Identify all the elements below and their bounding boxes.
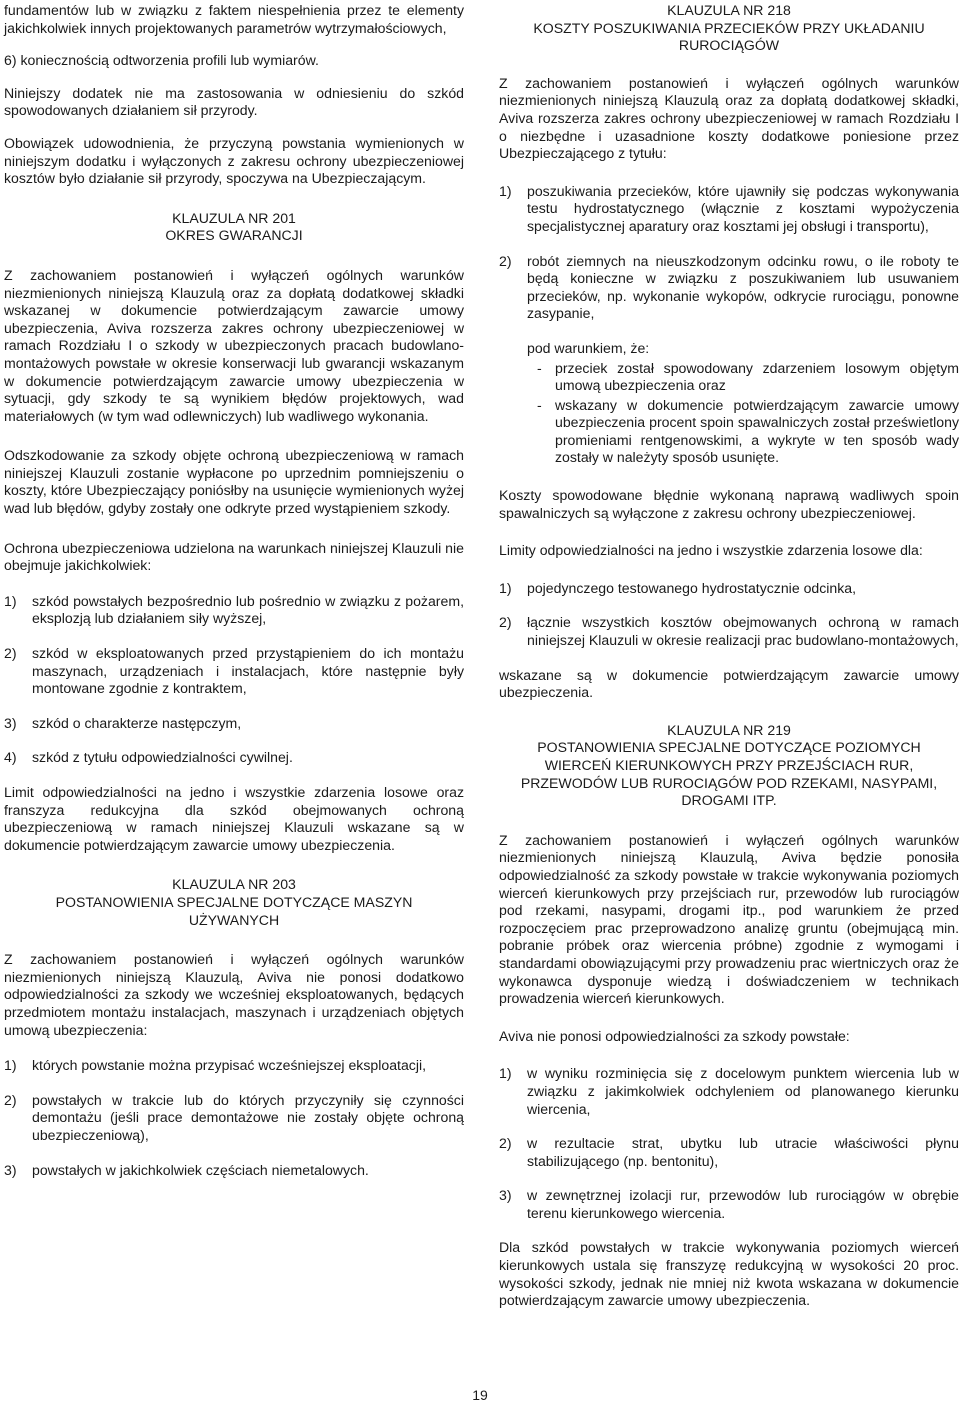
- clause-218-title-line-1: KOSZTY POSZUKIWANIA PRZECIEKÓW PRZY UKŁADANIU: [533, 19, 925, 36]
- list-item: 1) pojedynczego testowanego hydrostatycznie odcinka,: [499, 579, 857, 596]
- list-item: 1) których powstanie można przypisać wcześniejszej eksploatacji,: [4, 1057, 427, 1074]
- clause-218-paragraph-4: wskazane są w dokumencie potwierdzającym zawarcie umowy ubezpieczenia.: [499, 666, 959, 701]
- clause-219-list: [499, 1065, 959, 1222]
- clause-201-title: OKRES GWARANCJI: [165, 227, 303, 244]
- clause-203-number: KLAUZULA NR 203: [172, 876, 296, 893]
- clause-201-paragraph-2: Odszkodowanie za szkody objęte ochroną ubezpieczeniową w ramach niniejszej Klauzuli zostanie wypłacone po uprzednim pomniejszeniu o koszty, które Ubezpieczający poniósłby na usunięcie wymienionych wyżej wad lub błędów, gdyby zostały one odkryte przed wystąpieniem szkody.: [4, 447, 464, 517]
- list-item: 4) szkód z tytułu odpowiedzialności cywilnej.: [4, 749, 293, 766]
- condition-list: [527, 360, 959, 468]
- clause-201-number: KLAUZULA NR 201: [172, 209, 296, 226]
- clause-201-paragraph-1: Z zachowaniem postanowień i wyłączeń ogólnych warunków niezmienionych niniejszą Klauzulą oraz za dopłatą dodatkowej składki wskazanej w dokumencie potwierdzającym zawarcie umowy ubezpieczenia, Aviva rozszerza zakres ochrony ubezpieczeniowej w ramach Rozdziału I o szkody w ubezpieczonych pracach budowlano-montażowych powstałe w okresie konserwacji lub gwarancji wskazanym w dokumencie potwierdzającym zawarcie umowy ubezpieczenia w sytuacji, gdy szkody te są wynikiem błędów projektowych, wad materiałowych (w tym wad odlewniczych) lub wadliwego wykonania.: [4, 266, 464, 424]
- list-item: 2) szkód w eksploatowanych przed przystąpieniem do ich montażu maszynach, urządzeniach i instalacjach, które następnie były montowane zgodnie z kontraktem,: [4, 645, 464, 697]
- clause-218-title-line-2: RUROCIĄGÓW: [678, 37, 780, 54]
- condition-intro: pod warunkiem, że:: [527, 339, 650, 356]
- page-number: 19: [472, 1387, 488, 1403]
- clause-201-exclusions-list: [4, 593, 464, 767]
- clause-219-paragraph-3: Dla szkód powstałych w trakcie wykonywania poziomych wierceń kierunkowych ustala się franszyzę redukcyjną w wysokości 20 proc. wysokości szkody, jednak nie mniej niż kwota wskazana w dokumencie potwierdzającym zawarcie umowy ubezpieczenia.: [499, 1239, 959, 1309]
- clause-219-number: KLAUZULA NR 219: [667, 721, 791, 738]
- clause-201-paragraph-3: Ochrona ubezpieczeniowa udzielona na warunkach niniejszej Klauzuli nie obejmuje jakichkolwiek:: [4, 539, 464, 574]
- clause-201-heading: [4, 210, 464, 245]
- list-item: 1) szkód powstałych bezpośrednio lub pośrednio w związku z pożarem, eksplozją lub działaniem siły wyższej,: [4, 592, 464, 627]
- list-item: 1) poszukiwania przecieków, które ujawniły się podczas wykonywania testu hydrostatycznego (włącznie z kosztami wypożyczenia specjalistycznej aparatury oraz kosztami jej obsługi i transportu),: [499, 182, 959, 234]
- list-item: 3) powstałych w jakichkolwiek częściach niemetalowych.: [4, 1161, 369, 1178]
- clause-219-title-line-4: DROGAMI ITP.: [681, 792, 777, 809]
- clause-218-number: KLAUZULA NR 218: [667, 2, 791, 18]
- clause-201-paragraph-4: Limit odpowiedzialności na jedno i wszystkie zdarzenia losowe oraz franszyza redukcyjna dla szkód obejmowanych ochroną ubezpieczeniową w ramach niniejszej Klauzuli wskazane są w dokumencie potwierdzającym zawarcie umowy ubezpieczenia.: [4, 784, 464, 853]
- paragraph-burden-of-proof: Obowiązek udowodnienia, że przyczyną powstania wymienionych w niniejszym dodatku i wyłączonych z zakresu ochrony ubezpieczeniowej kosztów było działanie sił przyrody, spoczywa na Ubezpieczającym.: [4, 134, 464, 187]
- clause-203-heading: [4, 876, 464, 929]
- clause-203-list: [4, 1057, 464, 1179]
- list-item-6: 6) koniecznością odtworzenia profili lub wymiarów.: [4, 52, 319, 69]
- list-item: - przeciek został spowodowany zdarzeniem losowym objętym umową ubezpieczenia oraz: [537, 359, 959, 394]
- clause-219-title-line-2: WIERCEŃ KIERUNKOWYCH PRZY PRZEJŚCIACH RUR,: [544, 757, 914, 773]
- clause-219-title-line-3: PRZEWODÓW LUB RUROCIĄGÓW POD RZEKAMI, NASYPAMI,: [520, 774, 938, 791]
- list-item: 3) szkód o charakterze następczym,: [4, 714, 242, 731]
- paragraph-not-applicable: Niniejszy dodatek nie ma zastosowania w odniesieniu do szkód spowodowanych działaniem sił przyrody.: [4, 84, 464, 119]
- clause-218-paragraph-2: Koszty spowodowane błędnie wykonaną naprawą wadliwych spoin spawalniczych są wyłączone z zakresu ochrony ubezpieczeniowej.: [499, 487, 959, 521]
- list-item: 2) łącznie wszystkich kosztów obejmowanych ochroną w ramach niniejszej Klauzuli w okresie realizacji prac budowlano-montażowych,: [499, 614, 959, 649]
- intro-list-end: fundamentów lub w związku z faktem niespełnienia przez te elementy jakichkolwiek innych projektowanych parametrów wytrzymałościowych,: [4, 2, 464, 36]
- list-item: 2) robót ziemnych na nieuszkodzonym odcinku rowu, o ile roboty te będą konieczne w związku z poszukiwaniem lub usuwaniem przecieków, np. wykonanie wykopów, odkrycie rurociągu, ponowne zasypanie,: [499, 252, 959, 322]
- right-column: [499, 0, 959, 1325]
- list-item: 2) powstałych w trakcie lub do których przyczyniły się czynności demontażu (jeśli prace demontażowe nie zostały objęte ochroną ubezpieczeniową),: [4, 1091, 464, 1143]
- list-item: 2) w rezultacie strat, ubytku lub utracie właściwości płynu stabilizującego (np. bentonitu),: [499, 1135, 959, 1169]
- clause-219-paragraph-1: Z zachowaniem postanowień i wyłączeń ogólnych warunków niezmienionych niniejszą Klauzulą, Aviva będzie ponosiła odpowiedzialność za szkody powstałe w trakcie wykonywania poziomych wierceń kierunkowych przy przejściach rur, przewodów lub rurociągów pod rzekami, nasypami, drogami itp., pod warunkiem że przed rozpoczęciem prac przeprowadzono analizę gruntu (obejmującą min. pobranie próbek oraz wiercenia próbne) zgodnie z wymogami i standardami obowiązującymi przy prowadzeniu prac wiertniczych oraz że wykonawca dysponuje wiedzą i doświadczeniem w technikach prowadzenia wierceń kierunkowych.: [499, 831, 959, 1007]
- clause-219-heading: [499, 722, 959, 810]
- left-column: [4, 0, 464, 1196]
- clause-218-paragraph-3: Limity odpowiedzialności na jedno i wszystkie zdarzenia losowe dla:: [499, 542, 923, 559]
- list-item: 3) w zewnętrznej izolacji rur, przewodów lub rurociągów w obrębie terenu kierunkowego wiercenia.: [499, 1187, 959, 1221]
- list-item: - wskazany w dokumencie potwierdzającym zawarcie umowy ubezpieczenia procent spoin spawalniczych został prześwietlony promieniami rentgenowskimi, a wykryte w ten sposób wady zostały w należyty sposób usunięte.: [537, 396, 959, 466]
- clause-219-paragraph-2: Aviva nie ponosi odpowiedzialności za szkody powstałe:: [499, 1027, 850, 1044]
- clause-218-limits-list: [499, 580, 959, 650]
- clause-218-heading: [499, 2, 959, 55]
- clause-218-paragraph-1: Z zachowaniem postanowień i wyłączeń ogólnych warunków niezmienionych niniejszą Klauzulą oraz za dopłatą dodatkowej składki, Aviva rozszerza zakres ochrony ubezpieczeniowej w ramach Rozdziału I o niezbędne i uzasadnione koszty dodatkowe poniesione przez Ubezpieczającego z tytułu:: [499, 74, 959, 162]
- list-item: 1) w wyniku rozminięcia się z docelowym punktem wiercenia lub w związku z jakimkolwiek odchyleniem od planowanego kierunku wiercenia,: [499, 1065, 959, 1117]
- clause-219-title-line-1: POSTANOWIENIA SPECJALNE DOTYCZĄCE POZIOMYCH: [537, 739, 921, 756]
- clause-218-list: [499, 183, 959, 323]
- clause-203-title-line-2: UŻYWANYCH: [188, 911, 280, 928]
- clause-203-title-line-1: POSTANOWIENIA SPECJALNE DOTYCZĄCE MASZYN: [55, 893, 413, 910]
- clause-203-paragraph-1: Z zachowaniem postanowień i wyłączeń ogólnych warunków niezmienionych niniejszą Klauzulą, Aviva nie ponosi dodatkowo odpowiedzialności za szkody we wcześniej eksploatowanych, będących przedmiotem montażu instalacjach, maszynach i urządzeniach objętych umową ubezpieczenia:: [4, 951, 464, 1038]
